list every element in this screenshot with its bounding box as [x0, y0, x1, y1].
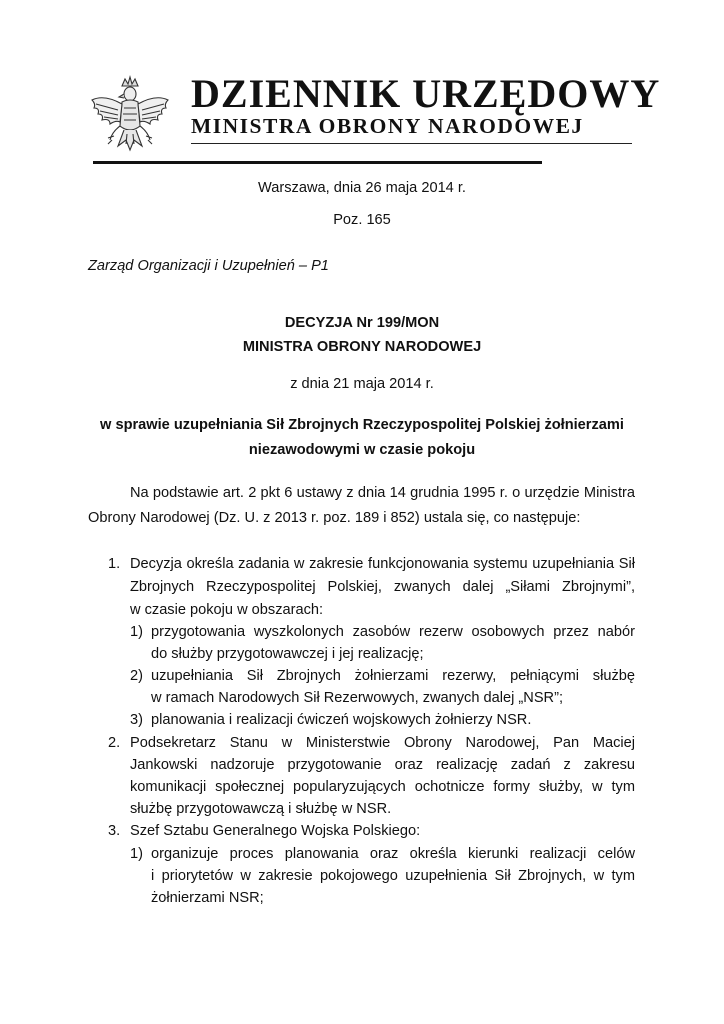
item-3-number: 3. [108, 823, 121, 839]
subitem-3-1-line-2: i priorytetów w zakresie pokojowego uzupełnienia Sił Zbrojnych, w tym [151, 868, 635, 884]
subitem-1-2-number: 2) [130, 668, 143, 684]
item-1-line-2: Zbrojnych Rzeczypospolitej Polskiej, zwanych dalej „Siłami Zbrojnymi”, [130, 579, 635, 595]
subitem-3-1-line-3: żołnierzami NSR; [151, 890, 264, 906]
item-1-line-3: w czasie pokoju w obszarach: [130, 602, 324, 618]
item-2-line-3: komunikacji społecznej popularyzujących ochotnicze formy służby, w tym [130, 779, 635, 795]
item-2-line-2: Jankowski nadzoruje przygotowanie oraz realizację zadań z zakresu [130, 757, 635, 773]
item-3-line-1: Szef Sztabu Generalnego Wojska Polskiego: [130, 823, 421, 839]
place-date: Warszawa, dnia 26 maja 2014 r. [258, 180, 466, 196]
department: Zarząd Organizacji i Uzupełnień – P1 [88, 258, 329, 274]
subitem-1-1-number: 1) [130, 624, 143, 640]
item-2-line-4: służbę przygotowawczą i służbę w NSR. [130, 801, 392, 817]
subitem-1-1-line-2: do służby przygotowawczej i jej realizację; [151, 646, 424, 662]
item-1-line-1: Decyzja określa zadania w zakresie funkcjonowania systemu uzupełniania Sił [130, 556, 635, 572]
masthead-divider-thin [191, 143, 632, 144]
decision-subject-line-2: niezawodowymi w czasie pokoju [248, 442, 476, 458]
item-2-number: 2. [108, 735, 121, 751]
preamble-line-1: Na podstawie art. 2 pkt 6 ustawy z dnia 14 grudnia 1995 r. o urzędzie Ministra [130, 485, 635, 501]
position-number: Poz. 165 [333, 212, 391, 228]
decision-subject-line-1: w sprawie uzupełniania Sił Zbrojnych Rzeczypospolitej Polskiej żołnierzami [100, 417, 624, 433]
decision-number: DECYZJA Nr 199/MON [284, 315, 440, 331]
subitem-1-2-line-1: uzupełniania Sił Zbrojnych żołnierzami rezerwy, pełniącymi służbę [151, 668, 635, 684]
decision-date: z dnia 21 maja 2014 r. [290, 376, 434, 392]
masthead-divider-thick [93, 161, 542, 164]
preamble-line-2: Obrony Narodowej (Dz. U. z 2013 r. poz. 189 i 852) ustala się, co następuje: [88, 510, 581, 526]
subitem-3-1-line-1: organizuje proces planowania oraz określa kierunki realizacji celów [151, 846, 635, 862]
item-1-number: 1. [108, 556, 121, 572]
subitem-1-3-number: 3) [130, 712, 143, 728]
subitem-1-3-line-1: planowania i realizacji ćwiczeń wojskowych żołnierzy NSR. [151, 712, 532, 728]
decision-issuer: MINISTRA OBRONY NARODOWEJ [242, 339, 482, 355]
item-2-line-1: Podsekretarz Stanu w Ministerstwie Obrony Narodowej, Pan Maciej [130, 735, 635, 751]
subitem-3-1-number: 1) [130, 846, 143, 862]
journal-subtitle: MINISTRA OBRONY NARODOWEJ [191, 114, 584, 138]
subitem-1-2-line-2: w ramach Narodowych Sił Rezerwowych, zwanych dalej „NSR”; [151, 690, 564, 706]
subitem-1-1-line-1: przygotowania wyszkolonych zasobów rezerw osobowych przez nabór [151, 624, 635, 640]
polish-eagle-emblem-icon [84, 74, 176, 166]
journal-title: DZIENNIK URZĘDOWY [191, 71, 661, 116]
